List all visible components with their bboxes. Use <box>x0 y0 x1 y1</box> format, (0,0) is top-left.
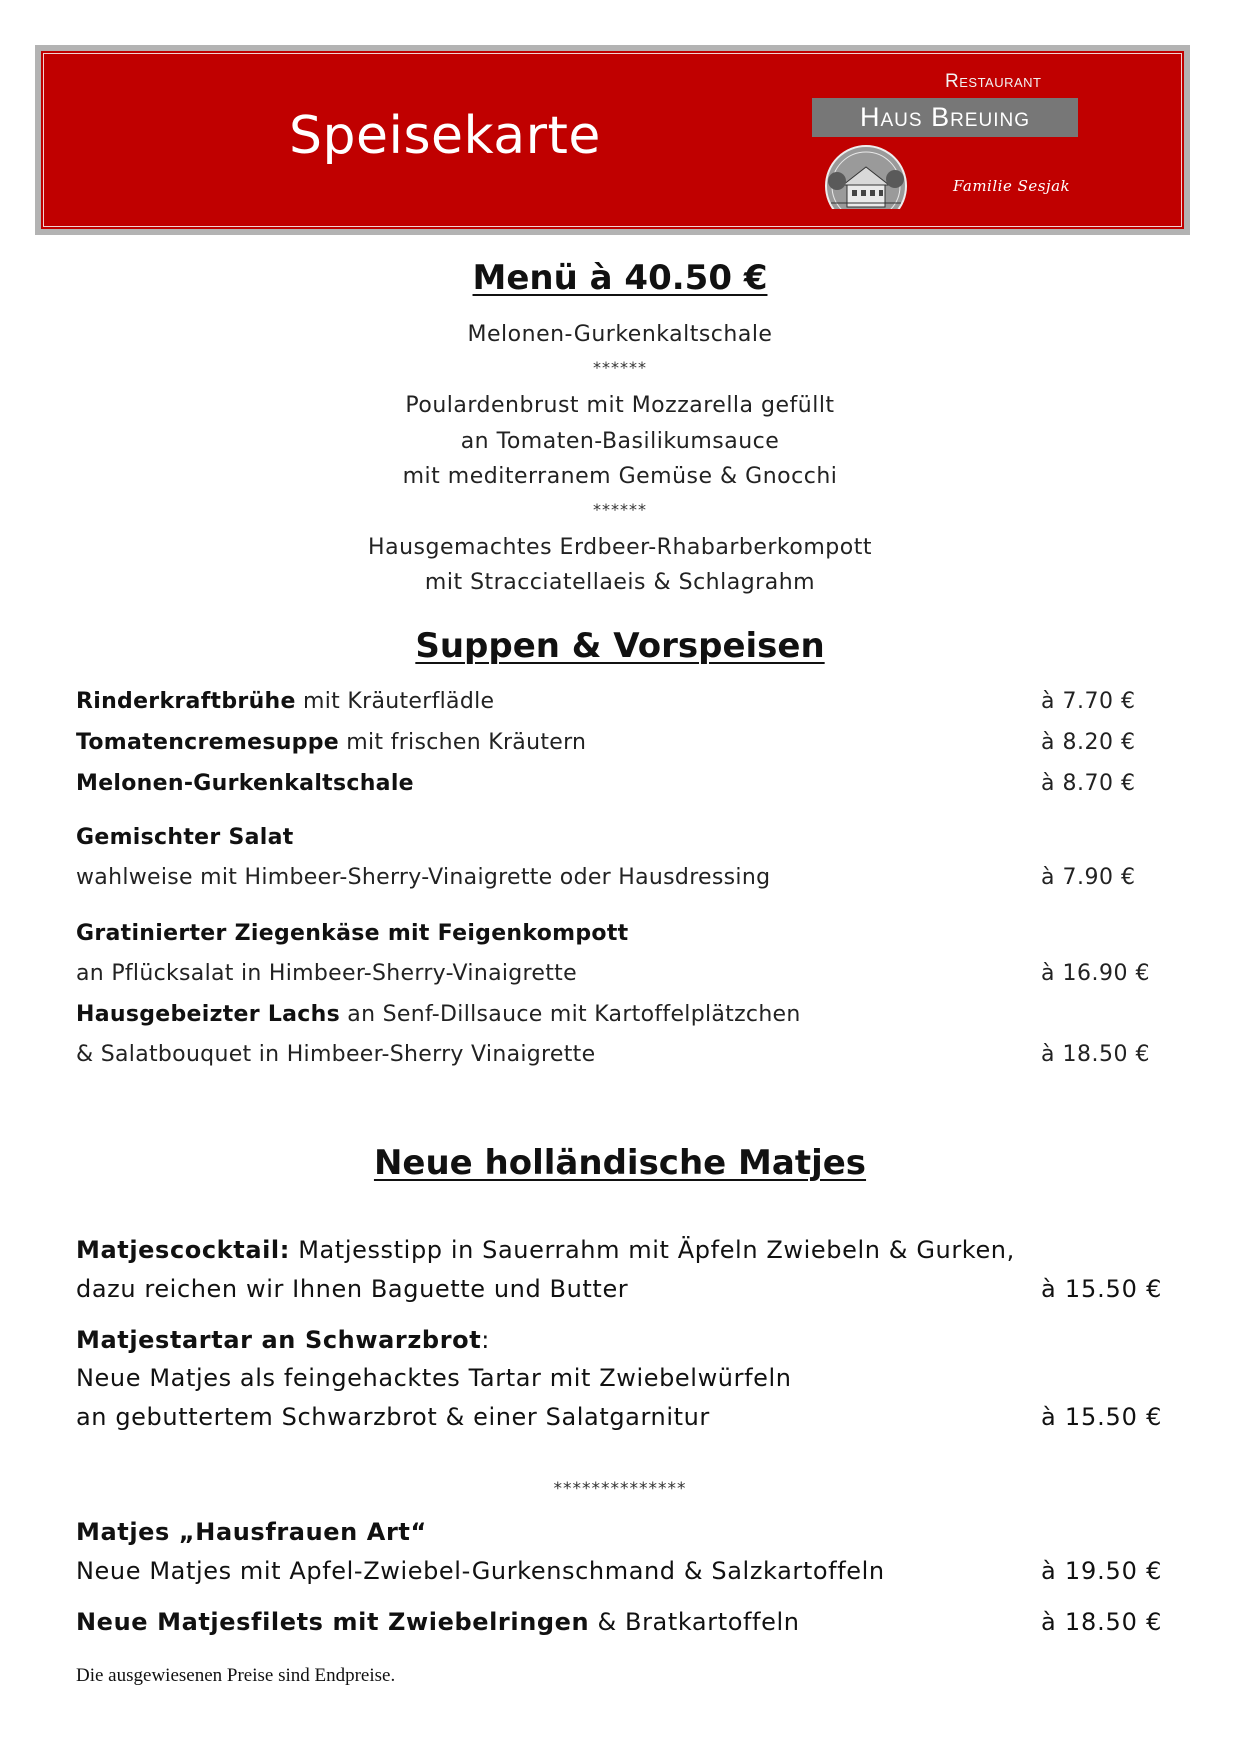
header-banner <box>35 45 1190 235</box>
item-description: mit Kräuterflädle <box>295 689 495 714</box>
item-price: à 7.90 € <box>1041 865 1136 890</box>
item-name: Neue Matjesfilets mit Zwiebelringen <box>76 1608 590 1636</box>
item-name: Gratinierter Ziegenkäse mit Feigenkompott <box>76 921 629 946</box>
list-item <box>76 1518 1076 1546</box>
item-name: Matjes „Hausfrauen Art“ <box>76 1518 427 1546</box>
item-price: à 18.50 € <box>1041 1042 1150 1067</box>
matjes-heading: Neue holländische Matjes <box>373 1143 867 1183</box>
item-description: dazu reichen wir Ihnen Baguette und Butter <box>76 1275 629 1303</box>
item-price: à 7.70 € <box>1041 689 1136 714</box>
menu-course-2-line-1: Poulardenbrust mit Mozzarella gefüllt <box>405 393 835 418</box>
item-description: Neue Matjes als feingehacktes Tartar mit Zwiebelwürfeln <box>76 1364 792 1392</box>
item-description: mit frischen Kräutern <box>339 730 587 755</box>
item-description: an Pflücksalat in Himbeer-Sherry-Vinaigrette <box>76 961 577 986</box>
menu-course-3-line-1: Hausgemachtes Erdbeer-Rhabarberkompott <box>368 535 872 560</box>
menu-heading: Menü à 40.50 € <box>472 258 768 298</box>
menu-course-3-line-2: mit Stracciatellaeis & Schlagrahm <box>424 570 816 595</box>
brand-name: Haus Breuing <box>812 98 1078 137</box>
item-price: à 16.90 € <box>1041 961 1150 986</box>
list-item <box>76 1236 1076 1264</box>
item-description: wahlweise mit Himbeer-Sherry-Vinaigrette oder Hausdressing <box>76 865 771 890</box>
list-item <box>76 730 1176 755</box>
list-item <box>76 1002 1176 1027</box>
item-description: Neue Matjes mit Apfel-Zwiebel-Gurkenschmand & Salzkartoffeln <box>76 1557 885 1585</box>
list-item <box>76 825 1176 850</box>
item-description: & Salatbouquet in Himbeer-Sherry Vinaigrette <box>76 1042 596 1067</box>
restaurant-house-drawing-icon <box>825 145 907 209</box>
restaurant-label: Restaurant <box>945 71 1042 92</box>
item-price: à 8.20 € <box>1041 730 1136 755</box>
item-name: Hausgebeizter Lachs <box>76 1002 341 1027</box>
list-item <box>76 921 1176 946</box>
item-name: Matjestartar an Schwarzbrot <box>76 1326 482 1354</box>
item-description: : <box>481 1326 490 1354</box>
item-description: & Bratkartoffeln <box>589 1608 800 1636</box>
item-description: an gebuttertem Schwarzbrot & einer Salatgarnitur <box>76 1403 710 1431</box>
menu-course-2-line-3: mit mediterranem Gemüse & Gnocchi <box>402 464 838 489</box>
item-name: Rinderkraftbrühe <box>76 689 296 714</box>
family-signature: Familie Sesjak <box>953 177 1071 195</box>
footer-note: Die ausgewiesenen Preise sind Endpreise. <box>76 1665 396 1686</box>
list-item <box>76 689 1176 714</box>
list-item <box>76 1608 1076 1636</box>
list-item <box>76 771 1176 796</box>
item-name: Melonen-Gurkenkaltschale <box>76 771 414 796</box>
header-red-panel <box>41 51 1184 229</box>
item-name: Matjescocktail: <box>76 1236 290 1264</box>
menu-separator-2: ****** <box>593 500 647 519</box>
matjes-separator: ************** <box>553 1479 687 1499</box>
item-name: Tomatencremesuppe <box>76 730 339 755</box>
menu-course-2-line-2: an Tomaten-Basilikumsauce <box>460 429 780 454</box>
item-name: Gemischter Salat <box>76 825 294 850</box>
item-price: à 19.50 € <box>1041 1557 1163 1585</box>
page-title: Speisekarte <box>289 106 601 166</box>
item-description: an Senf-Dillsauce mit Kartoffelplätzchen <box>340 1002 801 1027</box>
menu-course-1: Melonen-Gurkenkaltschale <box>467 322 773 347</box>
item-price: à 15.50 € <box>1041 1403 1163 1431</box>
item-price: à 8.70 € <box>1041 771 1136 796</box>
item-price: à 18.50 € <box>1041 1608 1163 1636</box>
soups-heading: Suppen & Vorspeisen <box>415 626 825 666</box>
item-description: Matjesstipp in Sauerrahm mit Äpfeln Zwiebeln & Gurken, <box>289 1236 1015 1264</box>
menu-separator-1: ****** <box>593 358 647 377</box>
list-item <box>76 1326 1076 1354</box>
item-price: à 15.50 € <box>1041 1275 1163 1303</box>
